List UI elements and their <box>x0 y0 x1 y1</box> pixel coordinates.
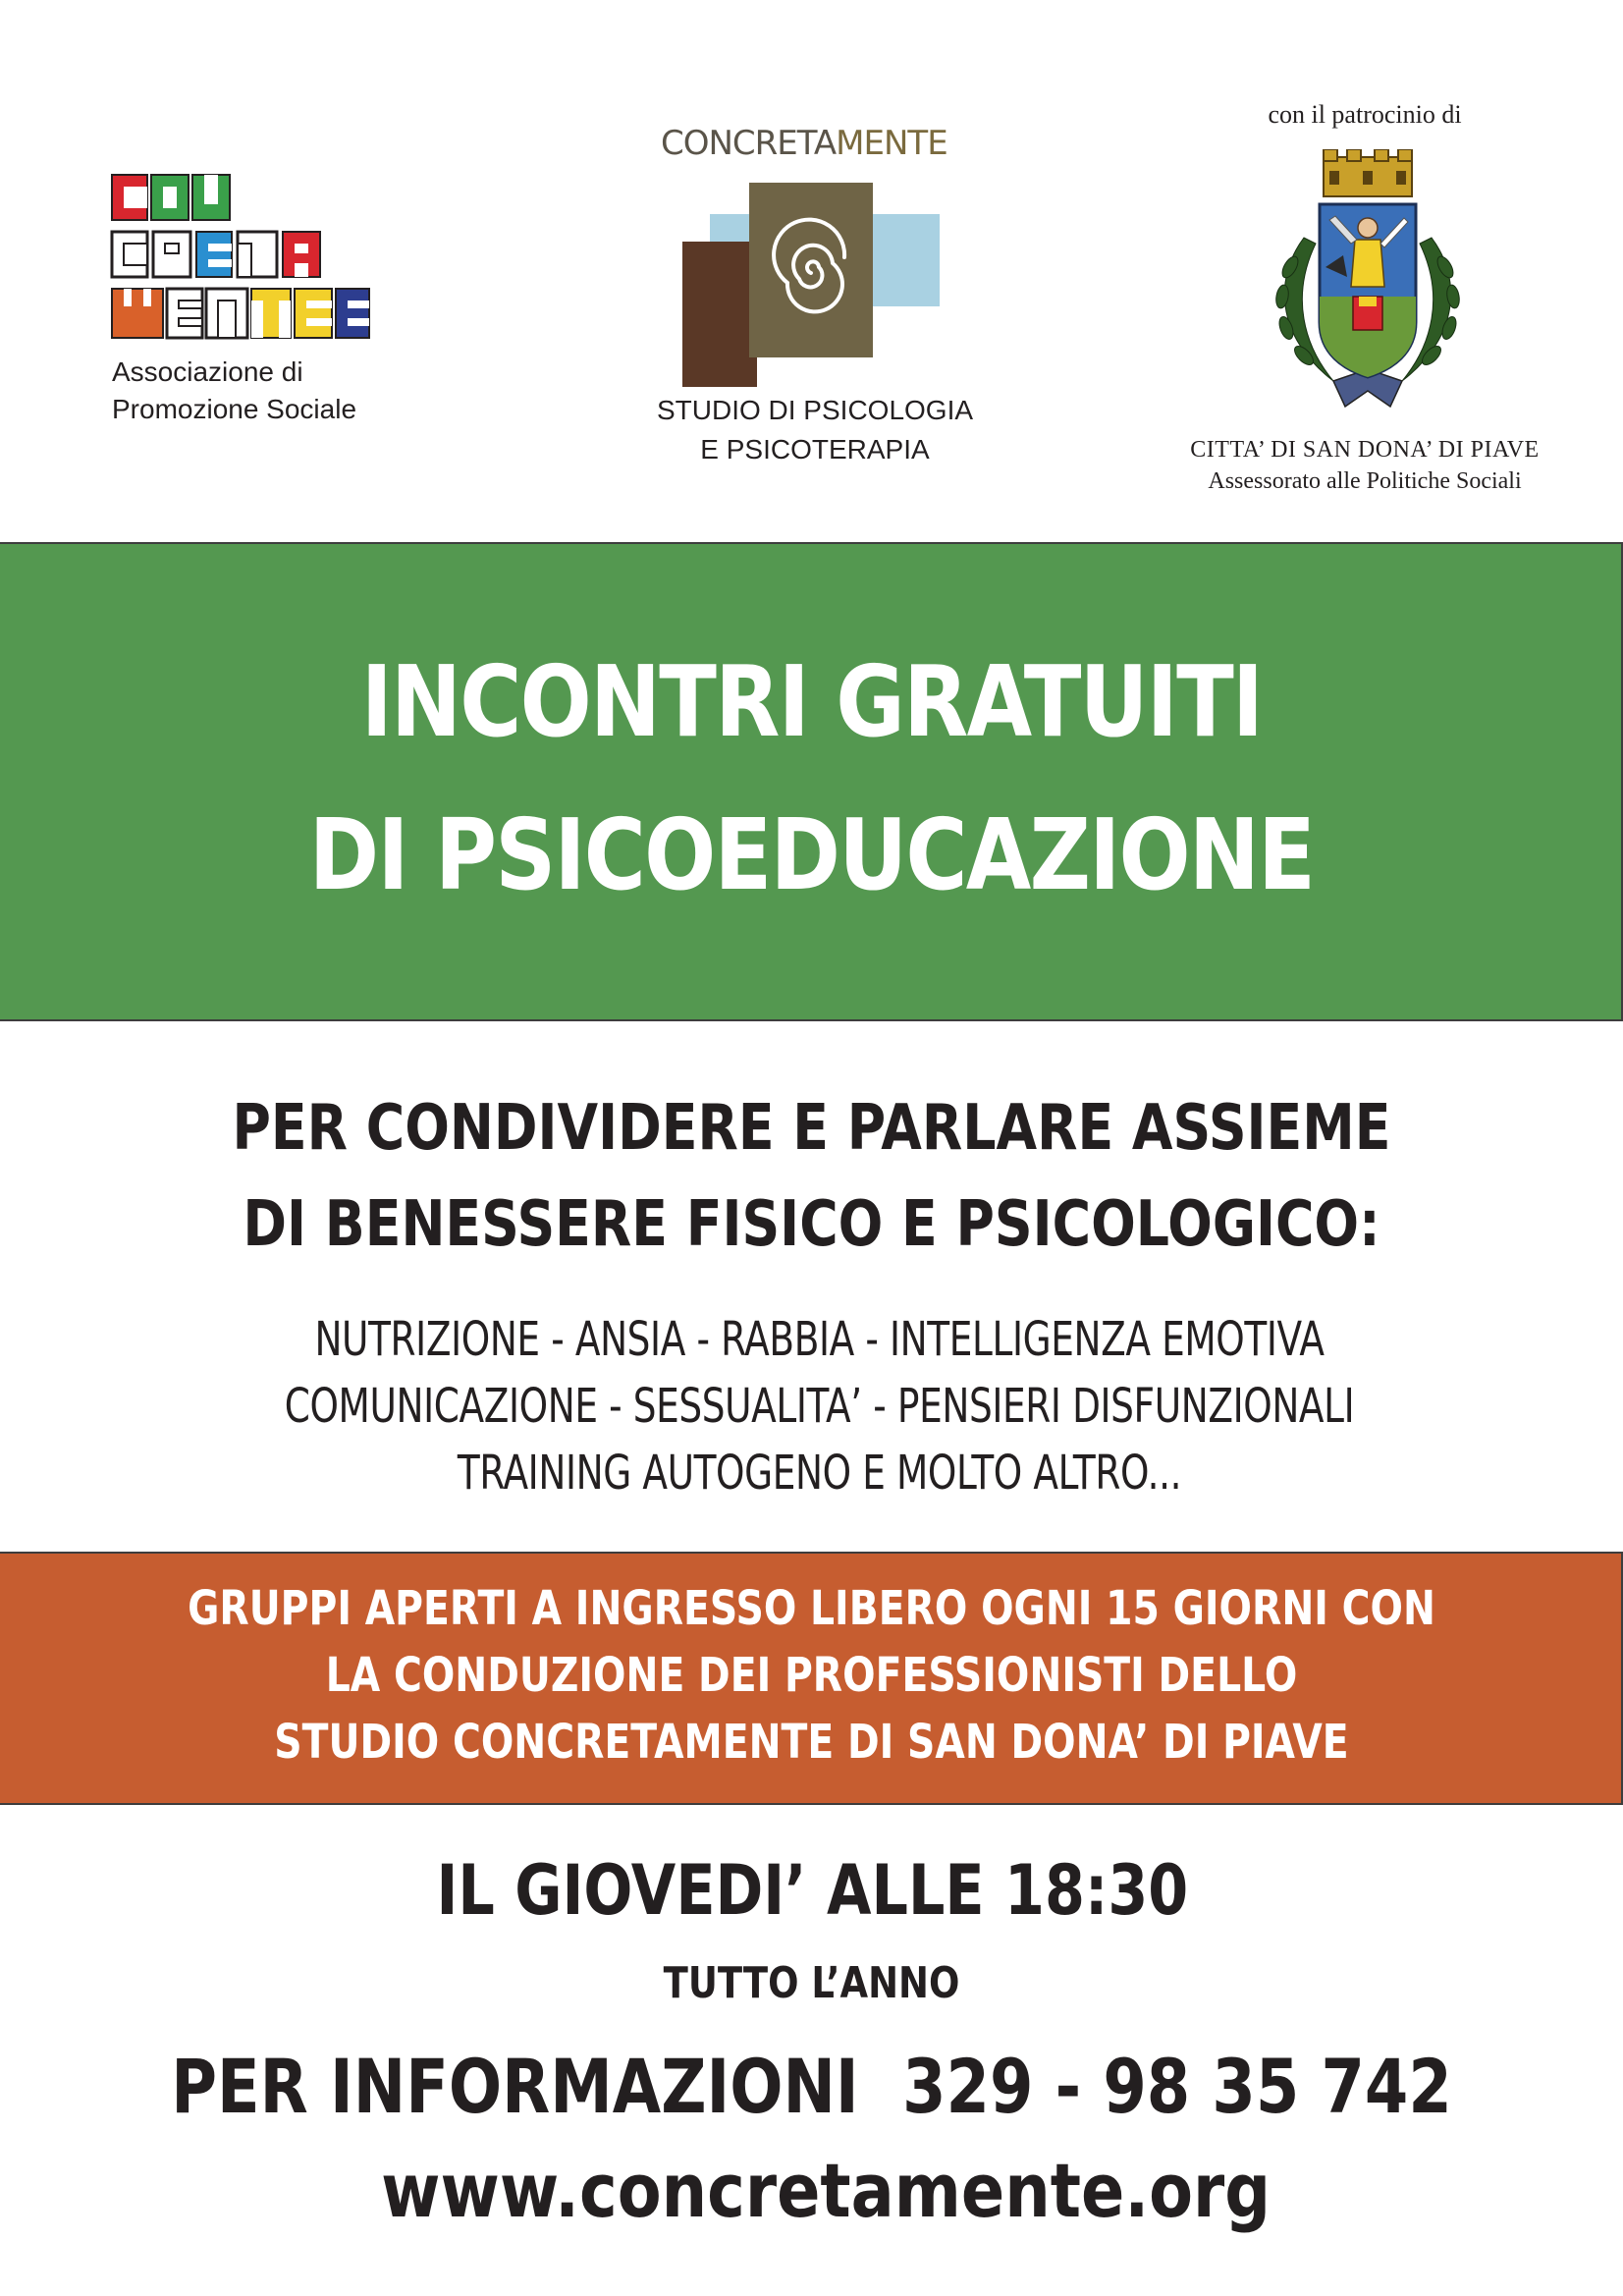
schedule-when: IL GIOVEDI’ ALLE 18:30 <box>436 1850 1189 1931</box>
patronage-block <box>1159 98 1571 511</box>
topics-line2: COMUNICAZIONE - SESSUALITA’ - PENSIERI DISFUNZIONALI <box>284 1379 1355 1434</box>
studio-logo <box>628 124 1001 477</box>
patronage-office: Assessorato alle Politiche Sociali <box>1208 468 1522 494</box>
patronage-label: con il patrocinio di <box>1268 100 1462 129</box>
association-logo <box>110 173 405 428</box>
studio-brand-prefix: CONCRETA <box>661 124 837 163</box>
groups-line1: GRUPPI APERTI A INGRESSO LIBERO OGNI 15 GIORNI CON <box>188 1581 1435 1636</box>
studio-subtitle <box>628 391 1001 469</box>
studio-squares-spiral-icon <box>682 183 940 387</box>
schedule-period: TUTTO L’ANNO <box>663 1958 960 2008</box>
crown-shape <box>1324 149 1412 196</box>
subtitle-line2: DI BENESSERE FISICO E PSICOLOGICO: <box>243 1188 1380 1261</box>
main-title-banner <box>0 542 1623 1021</box>
association-caption-line2: Promozione Sociale <box>112 394 357 424</box>
logo-row-creta <box>112 232 320 277</box>
main-title-line2: DI PSICOEDUCAZIONE <box>308 797 1315 912</box>
groups-line2: LA CONDUZIONE DEI PROFESSIONISTI DELLO <box>325 1648 1298 1703</box>
shield-shape <box>1320 204 1416 377</box>
website-link[interactable]: www.concretamente.org <box>381 2147 1271 2234</box>
association-caption-line1: Associazione di <box>112 356 303 387</box>
logo-row-mente <box>112 289 369 338</box>
studio-brand-wordmark <box>661 124 947 163</box>
subtitle-line1: PER CONDIVIDERE E PARLARE ASSIEME <box>232 1092 1391 1165</box>
association-caption <box>112 354 356 428</box>
studio-subtitle-line1: STUDIO DI PSICOLOGIA <box>656 395 974 425</box>
concretamente-block-letters-logo <box>110 173 371 340</box>
studio-subtitle-line2: E PSICOTERAPIA <box>700 434 930 465</box>
patronage-city: CITTA’ DI SAN DONA’ DI PIAVE <box>1190 437 1540 463</box>
main-title-line1: INCONTRI GRATUITI <box>360 644 1263 759</box>
topics-line3: TRAINING AUTOGENO E MOLTO ALTRO... <box>457 1446 1182 1501</box>
topics-line1: NUTRIZIONE - ANSIA - RABBIA - INTELLIGENZA EMOTIVA <box>314 1312 1325 1367</box>
contact-phone-line: PER INFORMAZIONI 329 - 98 35 742 <box>171 2043 1452 2130</box>
groups-banner <box>0 1552 1623 1805</box>
city-coat-of-arms-icon <box>1265 149 1471 412</box>
studio-brand-suffix: MENTE <box>836 124 947 163</box>
logo-row-con <box>112 175 230 220</box>
website <box>114 2147 1510 2234</box>
groups-line3: STUDIO CONCRETAMENTE DI SAN DONA’ DI PIAVE <box>274 1715 1349 1770</box>
